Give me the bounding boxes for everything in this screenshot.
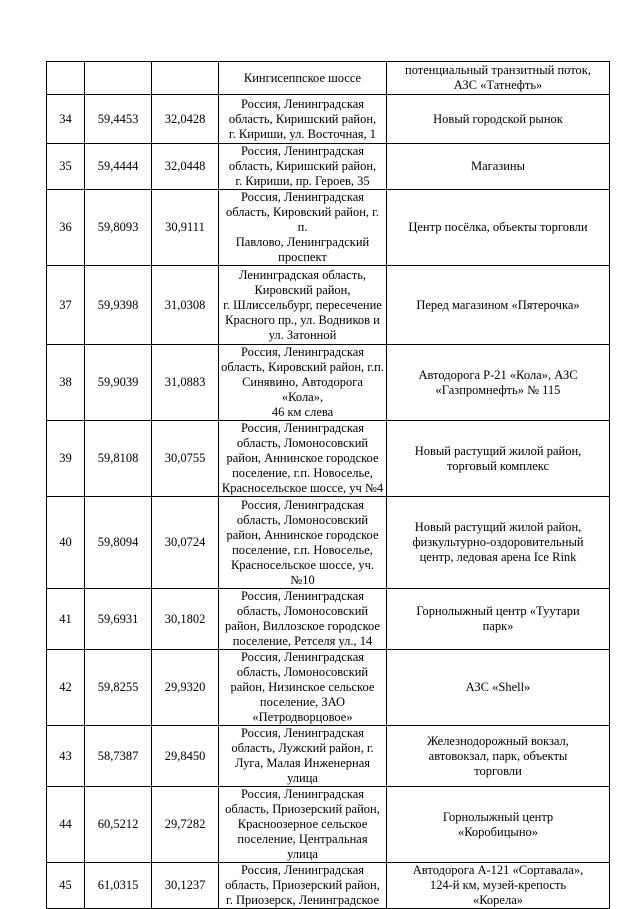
latitude-cell: 59,8108: [85, 421, 152, 497]
latitude-cell: 58,7387: [85, 726, 152, 787]
longitude-cell: 31,0308: [152, 266, 219, 345]
latitude-cell: 59,4453: [85, 95, 152, 144]
table-row: [47, 863, 610, 909]
latitude-cell: 59,9398: [85, 266, 152, 345]
description-cell: Горнолыжный центр «Коробицыно»: [387, 787, 610, 863]
table-row: [47, 589, 610, 650]
table-row: [47, 726, 610, 787]
row-number-cell: 43: [47, 726, 85, 787]
row-number-cell: 45: [47, 863, 85, 909]
latitude-cell: [85, 62, 152, 95]
row-number-cell: 41: [47, 589, 85, 650]
longitude-cell: 30,9111: [152, 190, 219, 266]
longitude-cell: 32,0448: [152, 144, 219, 190]
description-cell: Новый городской рынок: [387, 95, 610, 144]
longitude-cell: 32,0428: [152, 95, 219, 144]
row-number-cell: 36: [47, 190, 85, 266]
longitude-cell: 30,1237: [152, 863, 219, 909]
longitude-cell: 29,9320: [152, 650, 219, 726]
longitude-cell: 29,7282: [152, 787, 219, 863]
address-cell: Россия, Ленинградская область, Ломоносовский район, Аннинское городское поселение, г.п. Новоселье, Красносельское шоссе, уч. №10: [219, 497, 387, 589]
table-row: [47, 95, 610, 144]
row-number-cell: [47, 62, 85, 95]
table-row: [47, 62, 610, 95]
table-row: [47, 190, 610, 266]
address-cell: Россия, Ленинградская область, Ломоносовский район, Виллозское городское поселение, Ретселя ул., 14: [219, 589, 387, 650]
address-cell: Россия, Ленинградская область, Кировский район, г.п. Синявино, Автодорога «Кола», 46 км слева: [219, 345, 387, 421]
latitude-cell: 61,0315: [85, 863, 152, 909]
longitude-cell: 31,0883: [152, 345, 219, 421]
address-cell: Россия, Ленинградская область, Ломоносовский район, Низинское сельское поселение, ЗАО «Петродворцовое»: [219, 650, 387, 726]
description-cell: АЗС «Shell»: [387, 650, 610, 726]
row-number-cell: 42: [47, 650, 85, 726]
row-number-cell: 38: [47, 345, 85, 421]
address-cell: Россия, Ленинградская область, Приозерский район, Красноозерное сельское поселение, Центральная улица: [219, 787, 387, 863]
latitude-cell: 59,6931: [85, 589, 152, 650]
table-row: [47, 497, 610, 589]
description-cell: Новый растущий жилой район, торговый комплекс: [387, 421, 610, 497]
table-row: [47, 144, 610, 190]
latitude-cell: 59,8093: [85, 190, 152, 266]
latitude-cell: 59,8255: [85, 650, 152, 726]
description-cell: Центр посёлка, объекты торговли: [387, 190, 610, 266]
address-cell: Россия, Ленинградская область, Лужский район, г. Луга, Малая Инженерная улица: [219, 726, 387, 787]
row-number-cell: 39: [47, 421, 85, 497]
table-row: [47, 345, 610, 421]
row-number-cell: 34: [47, 95, 85, 144]
address-cell: Кингисеппское шоссе: [219, 62, 387, 95]
row-number-cell: 37: [47, 266, 85, 345]
longitude-cell: 30,0724: [152, 497, 219, 589]
latitude-cell: 59,4444: [85, 144, 152, 190]
description-cell: Магазины: [387, 144, 610, 190]
table-row: [47, 787, 610, 863]
address-cell: Россия, Ленинградская область, Приозерский район, г. Приозерск, Ленинградское: [219, 863, 387, 909]
longitude-cell: [152, 62, 219, 95]
row-number-cell: 40: [47, 497, 85, 589]
address-cell: Россия, Ленинградская область, Киришский район, г. Кириши, ул. Восточная, 1: [219, 95, 387, 144]
longitude-cell: 30,1802: [152, 589, 219, 650]
description-cell: потенциальный транзитный поток, АЗС «Татнефть»: [387, 62, 610, 95]
longitude-cell: 29,8450: [152, 726, 219, 787]
row-number-cell: 35: [47, 144, 85, 190]
row-number-cell: 44: [47, 787, 85, 863]
address-cell: Ленинградская область, Кировский район, г. Шлиссельбург, пересечение Красного пр., ул. Водников и ул. Затонной: [219, 266, 387, 345]
description-cell: Автодорога Р-21 «Кола», АЗС «Газпромнефть» № 115: [387, 345, 610, 421]
table-row: [47, 650, 610, 726]
description-cell: Железнодорожный вокзал, автовокзал, парк, объекты торговли: [387, 726, 610, 787]
table-body: [47, 62, 610, 909]
address-cell: Россия, Ленинградская область, Ломоносовский район, Аннинское городское поселение, г.п. Новоселье, Красносельское шоссе, уч №4: [219, 421, 387, 497]
latitude-cell: 59,9039: [85, 345, 152, 421]
latitude-cell: 59,8094: [85, 497, 152, 589]
latitude-cell: 60,5212: [85, 787, 152, 863]
description-cell: Перед магазином «Пятерочка»: [387, 266, 610, 345]
description-cell: Горнолыжный центр «Туутари парк»: [387, 589, 610, 650]
table-row: [47, 421, 610, 497]
address-cell: Россия, Ленинградская область, Кировский район, г. п. Павлово, Ленинградский проспект: [219, 190, 387, 266]
table-row: [47, 266, 610, 345]
address-cell: Россия, Ленинградская область, Киришский район, г. Кириши, пр. Героев, 35: [219, 144, 387, 190]
description-cell: Новый растущий жилой район, физкультурно-оздоровительный центр, ледовая арена Ice Rink: [387, 497, 610, 589]
description-cell: Автодорога А-121 «Сортавала», 124-й км, музей-крепость «Корела»: [387, 863, 610, 909]
locations-table: [46, 61, 610, 909]
longitude-cell: 30,0755: [152, 421, 219, 497]
